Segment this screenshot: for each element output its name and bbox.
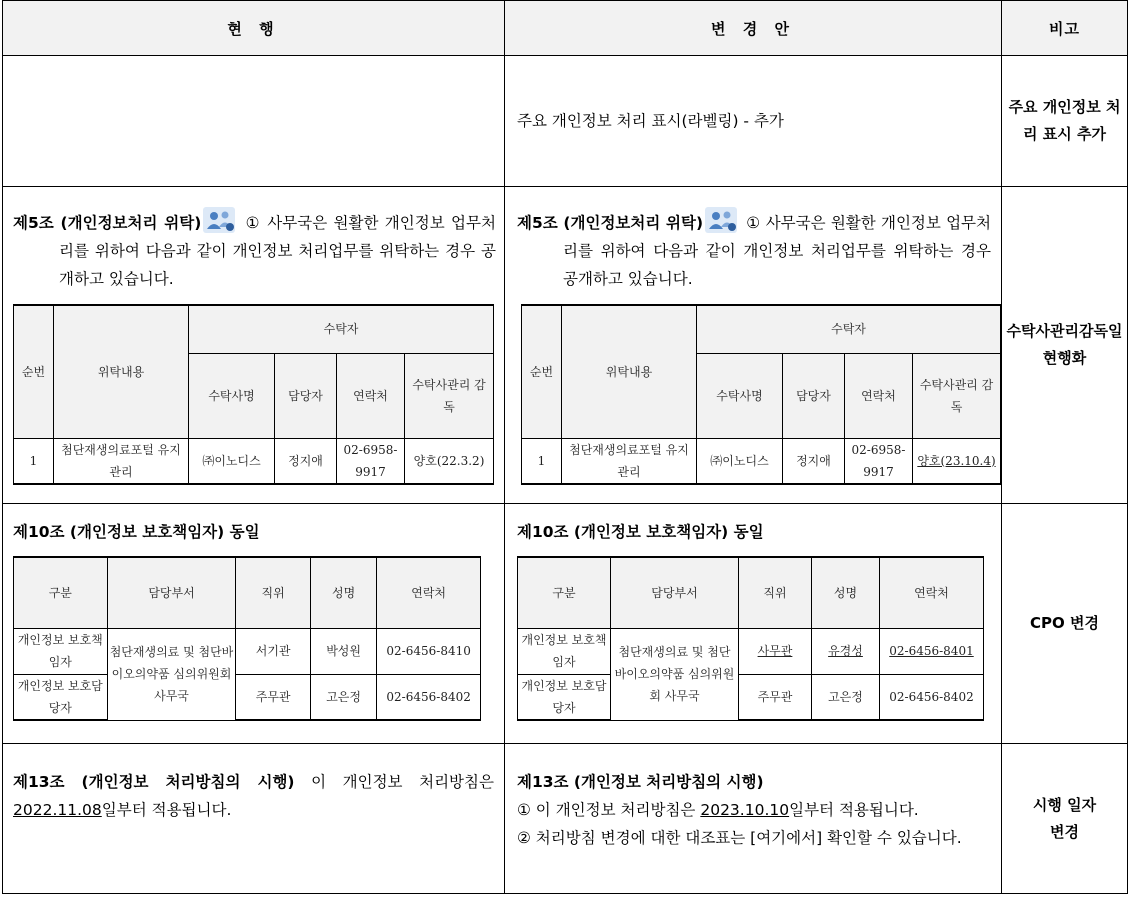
header-row (3, 1, 1128, 56)
th-supervision: 수탁사관리 감독 (405, 353, 494, 438)
cell-name: 고은정 (310, 674, 376, 720)
table-row (517, 628, 983, 674)
th-trustee: 수탁자 (696, 305, 1000, 353)
cell-contact: 02-6456-8402 (377, 674, 481, 720)
th-name: 성명 (310, 557, 376, 628)
article10-title: 제10조 (개인정보 보호책임자) 동일 (516, 523, 764, 541)
cell-contact: 02-6958-9917 (844, 438, 912, 484)
cell-supervision: 양호(22.3.2) (405, 438, 494, 484)
article13-current (13, 768, 494, 824)
cell-category: 개인정보 보호책임자 (14, 628, 108, 674)
cell-seq: 1 (14, 438, 54, 484)
th-supervision: 수탁사관리 감독 (912, 353, 1000, 438)
article10-title: 제10조 (개인정보 보호책임자) 동일 (13, 523, 260, 541)
outsourcing-people-icon (203, 207, 235, 233)
header-proposed: 변 경 안 (504, 1, 1001, 56)
table-row (517, 674, 983, 720)
cell-contact: 02-6958-9917 (337, 438, 405, 484)
labeling-text: 주요 개인정보 처리 표시(라벨링) - 추가 (516, 111, 784, 130)
article5-title: 제5조 (개인정보처리 위탁) (516, 214, 704, 232)
outsourcing-table-current (13, 304, 494, 485)
article13-title: 제13조 (개인정보 처리방침의 시행) (13, 773, 295, 791)
th-contact: 연락처 (377, 557, 481, 628)
cell-person: 정지애 (275, 438, 337, 484)
th-name: 성명 (811, 557, 879, 628)
th-category: 구분 (14, 557, 108, 628)
cell-contact: 02-6456-8401 (879, 628, 983, 674)
article13-item1 (517, 796, 991, 824)
table-row (14, 438, 494, 484)
cell-trustee: ㈜이노디스 (696, 438, 782, 484)
cell-name: 고은정 (811, 674, 879, 720)
header-remarks: 비고 (1002, 1, 1128, 56)
th-person: 담당자 (782, 353, 844, 438)
outsourcing-table-proposed (521, 304, 1001, 485)
effective-date-proposed: 2023.10.10 (700, 801, 790, 819)
article5-text: ① 사무국은 원활한 개인정보 업무처리를 위하여 다음과 같이 개인정보 처리업무를 위탁하는 경우 공개하고 있습니다. (562, 214, 992, 288)
th-seq: 순번 (521, 305, 561, 438)
row3-current (3, 504, 505, 744)
cell-trustee: ㈜이노디스 (189, 438, 275, 484)
th-trustee-name: 수탁사명 (696, 353, 782, 438)
article13-title: 제13조 (개인정보 처리방침의 시행) (516, 773, 764, 791)
comparison-table (2, 0, 1128, 894)
row3-proposed (504, 504, 1001, 744)
row1-remark: 주요 개인정보 처리 표시 추가 (1002, 56, 1128, 187)
cell-category: 개인정보 보호책임자 (517, 628, 610, 674)
article13-item2: ② 처리방침 변경에 대한 대조표는 [여기에서] 확인할 수 있습니다. (516, 829, 962, 847)
table-row (14, 674, 481, 720)
th-trustee: 수탁자 (189, 305, 494, 353)
th-content: 위탁내용 (54, 305, 189, 438)
row2-remark: 수탁사관리감독일 현행화 (1002, 187, 1128, 504)
cell-position: 사무관 (738, 628, 811, 674)
cell-category: 개인정보 보호담당자 (14, 674, 108, 720)
row2-current (3, 187, 505, 504)
cell-name: 유경성 (811, 628, 879, 674)
th-content: 위탁내용 (561, 305, 696, 438)
row1-current (3, 56, 505, 187)
th-contact: 연락처 (879, 557, 983, 628)
item1-text: ① 이 개인정보 처리방침은 (516, 801, 696, 819)
cell-person: 정지애 (782, 438, 844, 484)
cell-content: 첨단재생의료포털 유지관리 (561, 438, 696, 484)
th-contact: 연락처 (844, 353, 912, 438)
cell-name: 박성원 (310, 628, 376, 674)
th-category: 구분 (517, 557, 610, 628)
th-dept: 담당부서 (610, 557, 738, 628)
cell-content: 첨단재생의료포털 유지관리 (54, 438, 189, 484)
cell-seq: 1 (521, 438, 561, 484)
row-labeling (3, 56, 1128, 187)
cpo-table-proposed (517, 556, 984, 721)
article5-text: ① 사무국은 원활한 개인정보 업무처리를 위하여 다음과 같이 개인정보 처리업무를 위탁하는 경우 공개하고 있습니다. (59, 214, 496, 288)
table-row (14, 628, 481, 674)
th-position: 직위 (738, 557, 811, 628)
row4-proposed (504, 744, 1001, 894)
th-seq: 순번 (14, 305, 54, 438)
th-dept: 담당부서 (107, 557, 236, 628)
article5-current (13, 207, 504, 293)
row-effective-date (3, 744, 1128, 894)
cell-position: 주무관 (738, 674, 811, 720)
th-contact: 연락처 (337, 353, 405, 438)
table-row (521, 438, 1000, 484)
row2-proposed (504, 187, 1001, 504)
row3-remark: CPO 변경 (1002, 504, 1128, 744)
article5-proposed (517, 207, 1001, 293)
th-trustee-name: 수탁사명 (189, 353, 275, 438)
cell-dept: 첨단재생의료 및 첨단바이오의약품 심의위원회 사무국 (610, 628, 738, 720)
cell-contact: 02-6456-8402 (879, 674, 983, 720)
row1-proposed (504, 56, 1001, 187)
item1-text-end: 일부터 적용됩니다. (789, 801, 919, 819)
cell-position: 주무관 (236, 674, 310, 720)
row4-remark: 시행 일자 변경 (1002, 744, 1128, 894)
cpo-table-current (13, 556, 481, 721)
outsourcing-people-icon (705, 207, 737, 233)
article13-text-end: 일부터 적용됩니다. (101, 801, 232, 819)
row4-current (3, 744, 505, 894)
cell-category: 개인정보 보호담당자 (517, 674, 610, 720)
row-outsourcing (3, 187, 1128, 504)
header-current: 현 행 (3, 1, 505, 56)
cell-contact: 02-6456-8410 (377, 628, 481, 674)
row-cpo (3, 504, 1128, 744)
th-person: 담당자 (275, 353, 337, 438)
cell-dept: 첨단재생의료 및 첨단바이오의약품 심의위원회 사무국 (107, 628, 236, 720)
effective-date-current: 2022.11.08 (13, 801, 102, 819)
cell-position: 서기관 (236, 628, 310, 674)
cell-supervision: 양호(23.10.4) (912, 438, 1000, 484)
th-position: 직위 (236, 557, 310, 628)
article13-text: 이 개인정보 처리방침은 (311, 773, 494, 791)
article5-title: 제5조 (개인정보처리 위탁) (13, 214, 202, 232)
